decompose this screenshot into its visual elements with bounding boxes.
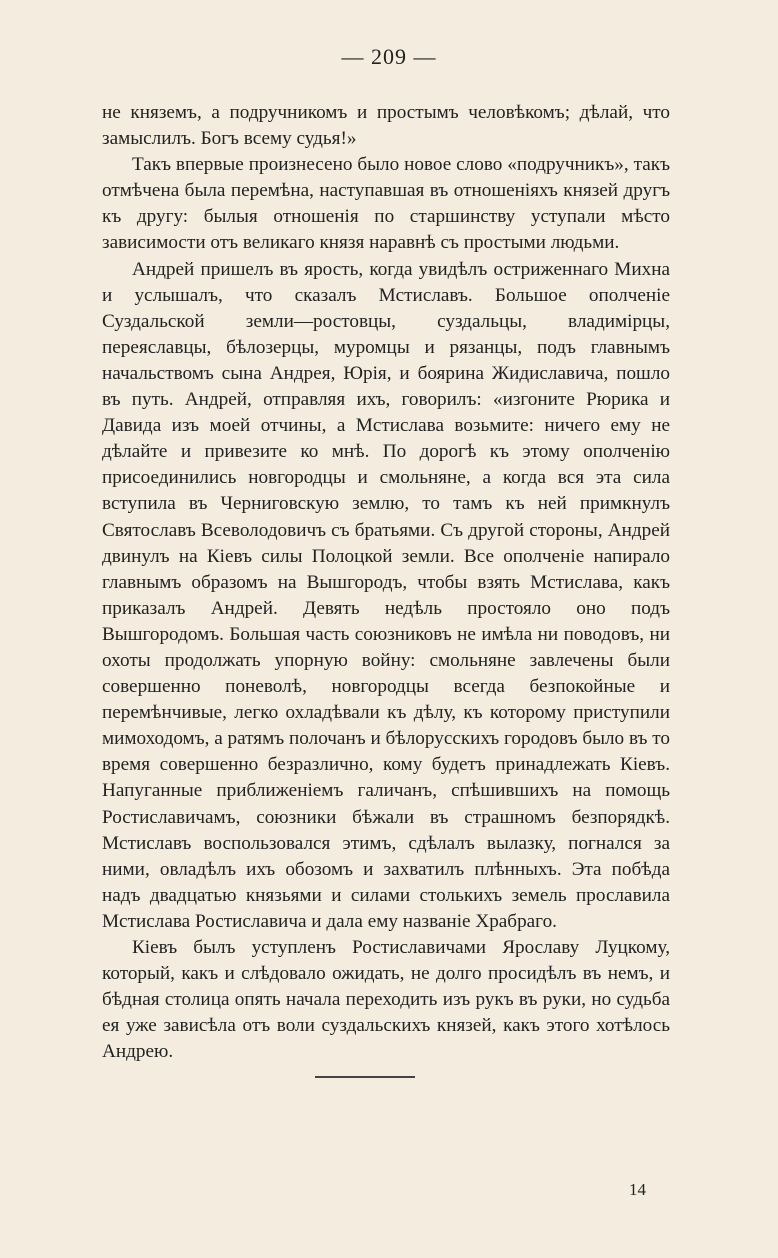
paragraph: Кіевъ былъ уступленъ Ростиславичами Ярославу Луцкому, который, какъ и слѣдовало ожидать, не долго просидѣлъ въ немъ, и бѣдная столица опять начала переходить изъ рукъ въ руки, но судьба ея уже зависѣла отъ воли суздальскихъ князей, какъ этого хотѣлось Андрею. [102, 937, 670, 1063]
paragraph: Такъ впервые произнесено было новое слово «подручникъ», такъ отмѣчена была перемѣна, наступавшая въ отношеніяхъ князей другъ къ другу: былыя отношенія по старшинству уступали мѣсто зависимости отъ великаго князя наравнѣ съ простыми людьми. [102, 154, 670, 254]
printer-signature-mark: 14 [629, 1180, 646, 1199]
section-divider [315, 1076, 415, 1078]
paragraph: Андрей пришелъ въ ярость, когда увидѣлъ остриженнаго Михна и услышалъ, что сказалъ Мстиславъ. Большое ополченіе Суздальской земли—ростовцы, суздальцы, владимірцы, переяславцы, бѣлозерцы, муромцы и рязанцы, подъ главнымъ начальствомъ сына Андрея, Юрія, и боярина Жидиславича, пошло въ путь. Андрей, отправляя ихъ, говорилъ: «изгоните Рюрика и Давида изъ моей отчины, а Мстислава возьмите: ничего ему не дѣлайте и привезите ко мнѣ. По дорогѣ къ этому ополченію присоединились новгородцы и смольняне, а когда вся эта сила вступила въ Черниговскую землю, то тамъ къ ней примкнулъ Святославъ Всеволодовичъ съ братьями. Съ другой стороны, Андрей двинулъ на Кіевъ силы Полоцкой земли. Все ополченіе напирало главнымъ образомъ на Вышгородъ, чтобы взять Мстислава, какъ приказалъ Андрей. Девять недѣль простояло оно подъ Вышгородомъ. Большая часть союзниковъ не имѣла ни поводовъ, ни охоты продолжать упорную войну: смольняне завлечены были совершенно поневолѣ, новгородцы всегда безпокойные и перемѣнчивые, легко охладѣвали къ дѣлу, къ которому приступили мимоходомъ, а ратямъ полочанъ и бѣлорусскихъ городовъ было въ то время совершенно безразлично, кому будетъ принадлежать Кіевъ. Напуганные приближеніемъ галичанъ, спѣшившихъ на помощь Ростиславичамъ, союзники бѣжали въ страшномъ безпорядкѣ. Мстиславъ воспользовался этимъ, сдѣлалъ вылазку, погнался за ними, овладѣлъ ихъ обозомъ и захватилъ плѣнныхъ. Эта побѣда надъ двадцатью князьями и силами столькихъ земель прославила Мстислава Ростиславича и дала ему названіе Храбраго. [102, 258, 670, 932]
body-text [102, 100, 670, 1065]
paragraph-continuation: не княземъ, а подручникомъ и простымъ человѣкомъ; дѣлай, что замыслилъ. Богъ всему судья!» [102, 102, 670, 150]
page-number: — 209 — [341, 44, 437, 69]
